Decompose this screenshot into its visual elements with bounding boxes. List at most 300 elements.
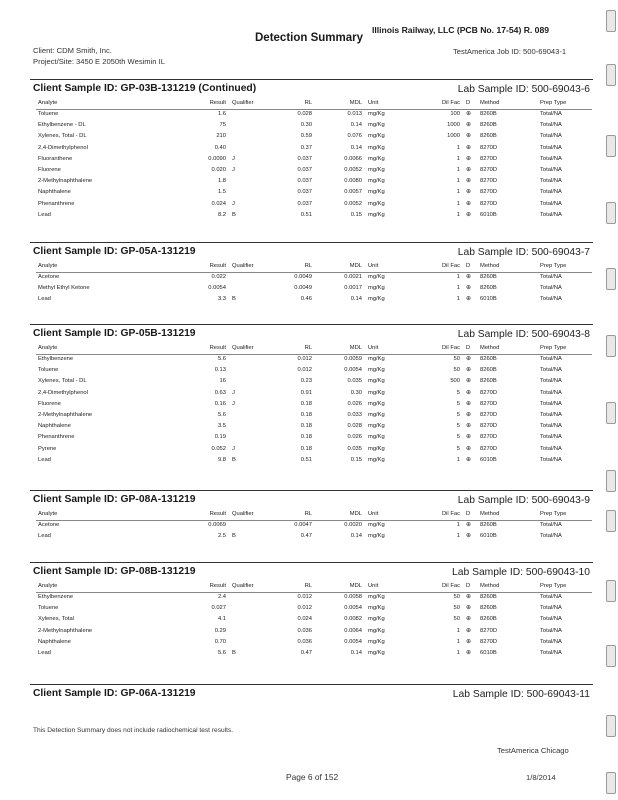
cell-analyte: Toluene xyxy=(38,111,59,117)
cell-analyte: Toluene xyxy=(38,367,59,374)
table-row xyxy=(36,457,592,467)
column-header-qualifier: Qualifier xyxy=(232,583,254,589)
cell-mdl: 0.026 xyxy=(347,434,362,441)
section-divider xyxy=(30,490,593,491)
column-header-analyte: Analyte xyxy=(38,583,58,589)
cell-d: ⊕ xyxy=(466,189,471,196)
cell-prep: Total/NA xyxy=(540,122,562,129)
cell-rl: 0.024 xyxy=(297,616,312,623)
cell-dil: 5 xyxy=(456,412,460,418)
column-header-dil: Dil Fac xyxy=(441,345,460,351)
cell-prep: Total/NA xyxy=(540,533,562,540)
company-header: Illinois Railway, LLC (PCB No. 17-54) R. 089 xyxy=(372,25,550,35)
cell-prep: Total/NA xyxy=(540,274,562,280)
cell-result: 75 xyxy=(219,122,226,129)
cell-rl: 0.18 xyxy=(300,412,312,418)
header-rule xyxy=(36,592,592,593)
cell-result: 0.19 xyxy=(214,434,226,441)
cell-q: J xyxy=(232,167,235,173)
client-sample-id: Client Sample ID: GP-03B-131219 (Continued) xyxy=(33,83,257,94)
cell-d: ⊕ xyxy=(466,378,471,385)
column-header-mdl: MDL xyxy=(349,511,362,517)
cell-rl: 0.012 xyxy=(297,605,312,612)
cell-d: ⊕ xyxy=(466,627,471,634)
column-header-mdl: MDL xyxy=(349,345,362,351)
cell-method: 8260B xyxy=(480,274,497,280)
cell-method: 6010B xyxy=(480,211,497,218)
lab-sample-id: Lab Sample ID: 500-69043-10 xyxy=(452,567,590,578)
lab-sample-id: Lab Sample ID: 500-69043-9 xyxy=(457,495,590,506)
cell-d: ⊕ xyxy=(466,274,471,280)
header-rule xyxy=(36,272,592,273)
cell-unit: mg/Kg xyxy=(368,627,385,634)
cell-d: ⊕ xyxy=(466,285,471,292)
cell-analyte: Xylenes, Total - DL xyxy=(38,378,87,385)
client-sample-id: Client Sample ID: GP-05B-131219 xyxy=(33,328,196,339)
cell-dil: 1 xyxy=(456,178,460,185)
column-header-method: Method xyxy=(480,100,500,106)
cell-result: 0.0054 xyxy=(208,285,226,292)
binder-tab xyxy=(606,64,616,86)
cell-analyte: Ethylbenzene xyxy=(38,594,74,600)
cell-result: 8.2 xyxy=(217,211,226,218)
binder-tab xyxy=(606,402,616,424)
table-row xyxy=(36,274,592,284)
cell-mdl: 0.0080 xyxy=(344,178,362,185)
column-header-result: Result xyxy=(209,263,226,269)
cell-result: 0.13 xyxy=(214,367,226,374)
table-row xyxy=(36,133,592,143)
cell-analyte: Lead xyxy=(38,456,51,463)
cell-dil: 1 xyxy=(456,627,460,634)
cell-rl: 0.37 xyxy=(300,144,312,151)
binder-tab xyxy=(606,335,616,357)
cell-d: ⊕ xyxy=(466,211,471,218)
column-header-result: Result xyxy=(209,100,226,106)
table-row xyxy=(36,367,592,377)
section-divider xyxy=(30,684,593,685)
section-divider xyxy=(30,79,593,80)
cell-rl: 0.012 xyxy=(297,594,312,600)
cell-dil: 1 xyxy=(456,274,460,280)
cell-method: 6010B xyxy=(480,650,497,656)
column-header-dil: Dil Fac xyxy=(441,511,460,517)
cell-unit: mg/Kg xyxy=(368,285,385,292)
table-row xyxy=(36,145,592,155)
binder-tab xyxy=(606,470,616,492)
cell-result: 1.6 xyxy=(217,111,226,117)
cell-prep: Total/NA xyxy=(540,378,562,385)
cell-unit: mg/Kg xyxy=(368,133,385,140)
client-sample-id: Client Sample ID: GP-08A-131219 xyxy=(33,494,196,505)
cell-mdl: 0.0017 xyxy=(344,285,362,292)
cell-d: ⊕ xyxy=(466,456,471,463)
cell-unit: mg/Kg xyxy=(368,423,385,430)
footnote: This Detection Summary does not include radiochemical test results. xyxy=(33,727,234,734)
binder-tab xyxy=(606,772,616,794)
cell-method: 8270D xyxy=(480,434,498,441)
cell-analyte: Acetone xyxy=(38,274,60,280)
cell-q: J xyxy=(232,400,235,407)
cell-unit: mg/Kg xyxy=(368,111,385,117)
cell-unit: mg/Kg xyxy=(368,605,385,612)
cell-unit: mg/Kg xyxy=(368,200,385,207)
table-row xyxy=(36,390,592,400)
cell-unit: mg/Kg xyxy=(368,456,385,463)
cell-prep: Total/NA xyxy=(540,133,562,140)
cell-mdl: 0.15 xyxy=(350,211,362,218)
binder-tab xyxy=(606,645,616,667)
column-header-result: Result xyxy=(209,345,226,351)
column-header-analyte: Analyte xyxy=(38,100,58,106)
cell-analyte: Toluene xyxy=(38,605,59,612)
column-header-rl: RL xyxy=(304,345,312,351)
cell-method: 8270D xyxy=(480,178,498,185)
cell-rl: 0.18 xyxy=(300,423,312,430)
cell-prep: Total/NA xyxy=(540,456,562,463)
cell-mdl: 0.035 xyxy=(347,445,362,452)
cell-result: 2.5 xyxy=(217,533,226,540)
column-header-qualifier: Qualifier xyxy=(232,511,254,517)
cell-method: 8270D xyxy=(480,155,498,162)
header-rule xyxy=(36,520,592,521)
cell-result: 0.63 xyxy=(214,389,226,396)
table-row xyxy=(36,639,592,649)
column-header-result: Result xyxy=(209,511,226,517)
cell-result: 2.4 xyxy=(217,594,226,600)
cell-mdl: 0.076 xyxy=(347,133,362,140)
cell-result: 5.6 xyxy=(217,412,226,418)
cell-prep: Total/NA xyxy=(540,367,562,374)
cell-prep: Total/NA xyxy=(540,389,562,396)
cell-unit: mg/Kg xyxy=(368,356,385,362)
cell-prep: Total/NA xyxy=(540,356,562,362)
cell-result: 9.8 xyxy=(217,456,226,463)
cell-mdl: 0.0020 xyxy=(344,522,362,528)
cell-dil: 1 xyxy=(456,155,460,162)
column-header-prep: Prep Type xyxy=(540,345,567,351)
column-header-qualifier: Qualifier xyxy=(232,100,254,106)
cell-rl: 0.47 xyxy=(300,533,312,540)
cell-dil: 1 xyxy=(456,638,460,645)
cell-q: B xyxy=(232,650,236,656)
cell-prep: Total/NA xyxy=(540,594,562,600)
cell-d: ⊕ xyxy=(466,522,471,528)
cell-method: 6010B xyxy=(480,456,497,463)
column-header-dil: Dil Fac xyxy=(441,263,460,269)
column-header-d: D xyxy=(466,100,471,106)
cell-result: 5.6 xyxy=(217,356,226,362)
column-header-dil: Dil Fac xyxy=(441,100,460,106)
cell-result: 16 xyxy=(219,378,226,385)
cell-unit: mg/Kg xyxy=(368,616,385,623)
cell-dil: 1 xyxy=(456,200,460,207)
section-divider xyxy=(30,562,593,563)
binder-tab xyxy=(606,10,616,32)
section-divider xyxy=(30,242,593,243)
cell-rl: 0.028 xyxy=(297,111,312,117)
cell-mdl: 0.14 xyxy=(350,533,362,540)
cell-analyte: Methyl Ethyl Ketone xyxy=(38,285,90,292)
cell-dil: 1 xyxy=(456,285,460,292)
cell-method: 8270D xyxy=(480,412,498,418)
column-header-qualifier: Qualifier xyxy=(232,345,254,351)
column-header-result: Result xyxy=(209,583,226,589)
cell-d: ⊕ xyxy=(466,389,471,396)
cell-mdl: 0.14 xyxy=(350,296,362,303)
cell-method: 8270D xyxy=(480,445,498,452)
cell-unit: mg/Kg xyxy=(368,178,385,185)
cell-rl: 0.012 xyxy=(297,367,312,374)
cell-mdl: 0.30 xyxy=(350,389,362,396)
cell-mdl: 0.0064 xyxy=(344,627,362,634)
lab-sample-id: Lab Sample ID: 500-69043-7 xyxy=(457,247,590,258)
cell-analyte: Lead xyxy=(38,296,51,303)
binder-tab xyxy=(606,268,616,290)
cell-rl: 0.037 xyxy=(297,167,312,173)
cell-method: 6010B xyxy=(480,533,497,540)
cell-mdl: 0.0057 xyxy=(344,189,362,196)
lab-sample-id: Lab Sample ID: 500-69043-8 xyxy=(457,329,590,340)
cell-prep: Total/NA xyxy=(540,189,562,196)
cell-d: ⊕ xyxy=(466,605,471,612)
lab-name: TestAmerica Chicago xyxy=(497,746,569,755)
column-header-method: Method xyxy=(480,345,500,351)
column-header-unit: Unit xyxy=(368,345,379,351)
cell-prep: Total/NA xyxy=(540,423,562,430)
cell-d: ⊕ xyxy=(466,434,471,441)
cell-dil: 500 xyxy=(450,378,460,385)
header-rule xyxy=(36,109,592,110)
cell-analyte: Naphthalene xyxy=(38,189,71,196)
cell-result: 0.027 xyxy=(211,605,226,612)
table-row xyxy=(36,423,592,433)
cell-mdl: 0.0052 xyxy=(344,200,362,207)
binder-tab xyxy=(606,715,616,737)
cell-method: 8270D xyxy=(480,200,498,207)
cell-prep: Total/NA xyxy=(540,200,562,207)
table-row xyxy=(36,167,592,177)
cell-mdl: 0.14 xyxy=(350,650,362,656)
cell-mdl: 0.14 xyxy=(350,122,362,129)
cell-dil: 50 xyxy=(453,594,460,600)
page-title: Detection Summary xyxy=(255,32,364,44)
column-header-unit: Unit xyxy=(368,583,379,589)
cell-mdl: 0.14 xyxy=(350,144,362,151)
cell-q: B xyxy=(232,211,236,218)
cell-analyte: Fluoranthene xyxy=(38,155,73,162)
cell-unit: mg/Kg xyxy=(368,155,385,162)
table-row xyxy=(36,434,592,444)
lab-sample-id: Lab Sample ID: 500-69043-6 xyxy=(457,84,590,95)
cell-prep: Total/NA xyxy=(540,296,562,303)
column-header-prep: Prep Type xyxy=(540,100,567,106)
cell-analyte: Fluorene xyxy=(38,400,61,407)
cell-result: 0.40 xyxy=(214,144,226,151)
client-sample-id: Client Sample ID: GP-06A-131219 xyxy=(33,688,196,699)
cell-rl: 0.23 xyxy=(300,378,312,385)
cell-prep: Total/NA xyxy=(540,285,562,292)
binder-edge xyxy=(608,0,618,800)
table-row xyxy=(36,446,592,456)
cell-d: ⊕ xyxy=(466,445,471,452)
cell-mdl: 0.013 xyxy=(347,111,362,117)
cell-analyte: Xylenes, Total xyxy=(38,616,74,623)
cell-d: ⊕ xyxy=(466,533,471,540)
cell-unit: mg/Kg xyxy=(368,638,385,645)
cell-q: B xyxy=(232,296,236,303)
cell-result: 0.29 xyxy=(214,627,226,634)
table-row xyxy=(36,356,592,366)
cell-dil: 1 xyxy=(456,456,460,463)
cell-analyte: Acetone xyxy=(38,522,60,528)
cell-rl: 0.0047 xyxy=(294,522,312,528)
cell-method: 8270D xyxy=(480,167,498,173)
cell-method: 8260B xyxy=(480,133,497,140)
cell-result: 3.5 xyxy=(217,423,226,430)
cell-mdl: 0.033 xyxy=(347,412,362,418)
cell-d: ⊕ xyxy=(466,638,471,645)
table-row xyxy=(36,378,592,388)
cell-prep: Total/NA xyxy=(540,627,562,634)
binder-tab xyxy=(606,135,616,157)
cell-mdl: 0.0059 xyxy=(344,356,362,362)
cell-unit: mg/Kg xyxy=(368,122,385,129)
cell-d: ⊕ xyxy=(466,412,471,418)
cell-mdl: 0.0058 xyxy=(344,594,362,600)
cell-mdl: 0.028 xyxy=(347,423,362,430)
cell-prep: Total/NA xyxy=(540,111,562,117)
cell-analyte: Pyrene xyxy=(38,445,57,452)
cell-result: 1.8 xyxy=(217,178,226,185)
cell-mdl: 0.0054 xyxy=(344,605,362,612)
cell-analyte: Naphthalene xyxy=(38,423,71,430)
cell-analyte: Lead xyxy=(38,650,51,656)
cell-method: 8260B xyxy=(480,594,497,600)
report-date: 1/8/2014 xyxy=(526,773,556,782)
table-row xyxy=(36,178,592,188)
cell-analyte: Lead xyxy=(38,211,51,218)
cell-dil: 1 xyxy=(456,522,460,528)
cell-prep: Total/NA xyxy=(540,434,562,441)
table-row xyxy=(36,650,592,660)
client-sample-id: Client Sample ID: GP-05A-131219 xyxy=(33,246,196,257)
cell-result: 0.0090 xyxy=(208,155,226,162)
cell-dil: 5 xyxy=(456,434,460,441)
cell-prep: Total/NA xyxy=(540,144,562,151)
cell-dil: 1 xyxy=(456,296,460,303)
cell-analyte: 2-Methylnaphthalene xyxy=(38,178,93,185)
cell-dil: 1 xyxy=(456,211,460,218)
cell-rl: 0.51 xyxy=(300,456,312,463)
binder-tab xyxy=(606,510,616,532)
cell-rl: 0.037 xyxy=(297,155,312,162)
column-header-mdl: MDL xyxy=(349,583,362,589)
cell-mdl: 0.0054 xyxy=(344,638,362,645)
column-header-analyte: Analyte xyxy=(38,511,58,517)
cell-analyte: Ethylbenzene - DL xyxy=(38,122,86,129)
cell-rl: 0.46 xyxy=(300,296,312,303)
cell-result: 1.5 xyxy=(217,189,226,196)
cell-d: ⊕ xyxy=(466,423,471,430)
cell-analyte: Phenanthrene xyxy=(38,200,75,207)
cell-analyte: Ethylbenzene xyxy=(38,356,74,362)
column-header-method: Method xyxy=(480,511,500,517)
cell-prep: Total/NA xyxy=(540,650,562,656)
cell-prep: Total/NA xyxy=(540,178,562,185)
cell-prep: Total/NA xyxy=(540,155,562,162)
cell-prep: Total/NA xyxy=(540,412,562,418)
cell-rl: 0.037 xyxy=(297,200,312,207)
client-sample-id: Client Sample ID: GP-08B-131219 xyxy=(33,566,196,577)
cell-prep: Total/NA xyxy=(540,211,562,218)
column-header-analyte: Analyte xyxy=(38,345,58,351)
cell-prep: Total/NA xyxy=(540,167,562,173)
cell-method: 8260B xyxy=(480,122,497,129)
cell-unit: mg/Kg xyxy=(368,296,385,303)
cell-result: 0.0069 xyxy=(208,522,226,528)
cell-method: 8260B xyxy=(480,111,497,117)
cell-q: B xyxy=(232,533,236,540)
cell-q: J xyxy=(232,200,235,207)
column-header-prep: Prep Type xyxy=(540,511,567,517)
cell-method: 8260B xyxy=(480,605,497,612)
cell-d: ⊕ xyxy=(466,133,471,140)
cell-analyte: 2-Methylnaphthalene xyxy=(38,412,93,418)
table-row xyxy=(36,594,592,604)
cell-dil: 1 xyxy=(456,144,460,151)
cell-result: 0.70 xyxy=(214,638,226,645)
cell-mdl: 0.035 xyxy=(347,378,362,385)
column-header-method: Method xyxy=(480,583,500,589)
cell-result: 210 xyxy=(216,133,226,140)
column-header-rl: RL xyxy=(304,263,312,269)
cell-unit: mg/Kg xyxy=(368,189,385,196)
cell-mdl: 0.15 xyxy=(350,456,362,463)
cell-prep: Total/NA xyxy=(540,616,562,623)
column-header-d: D xyxy=(466,583,471,589)
cell-method: 8270D xyxy=(480,638,498,645)
cell-method: 8260B xyxy=(480,367,497,374)
column-header-unit: Unit xyxy=(368,263,379,269)
cell-d: ⊕ xyxy=(466,356,471,362)
page-number: Page 6 of 152 xyxy=(286,772,339,782)
column-header-rl: RL xyxy=(304,583,312,589)
cell-unit: mg/Kg xyxy=(368,167,385,173)
cell-d: ⊕ xyxy=(466,594,471,600)
cell-rl: 0.18 xyxy=(300,434,312,441)
cell-rl: 0.18 xyxy=(300,445,312,452)
cell-analyte: 2,4-Dimethylphenol xyxy=(38,389,88,396)
cell-unit: mg/Kg xyxy=(368,274,385,280)
column-header-rl: RL xyxy=(304,511,312,517)
cell-prep: Total/NA xyxy=(540,638,562,645)
table-row xyxy=(36,296,592,306)
cell-rl: 0.51 xyxy=(300,211,312,218)
cell-method: 8260B xyxy=(480,378,497,385)
cell-mdl: 0.0054 xyxy=(344,367,362,374)
cell-unit: mg/Kg xyxy=(368,144,385,151)
cell-rl: 0.0049 xyxy=(294,285,312,292)
cell-prep: Total/NA xyxy=(540,605,562,612)
cell-dil: 5 xyxy=(456,423,460,430)
cell-rl: 0.47 xyxy=(300,650,312,656)
cell-dil: 50 xyxy=(453,356,460,362)
cell-mdl: 0.0066 xyxy=(344,155,362,162)
cell-d: ⊕ xyxy=(466,155,471,162)
cell-dil: 50 xyxy=(453,616,460,623)
cell-unit: mg/Kg xyxy=(368,211,385,218)
